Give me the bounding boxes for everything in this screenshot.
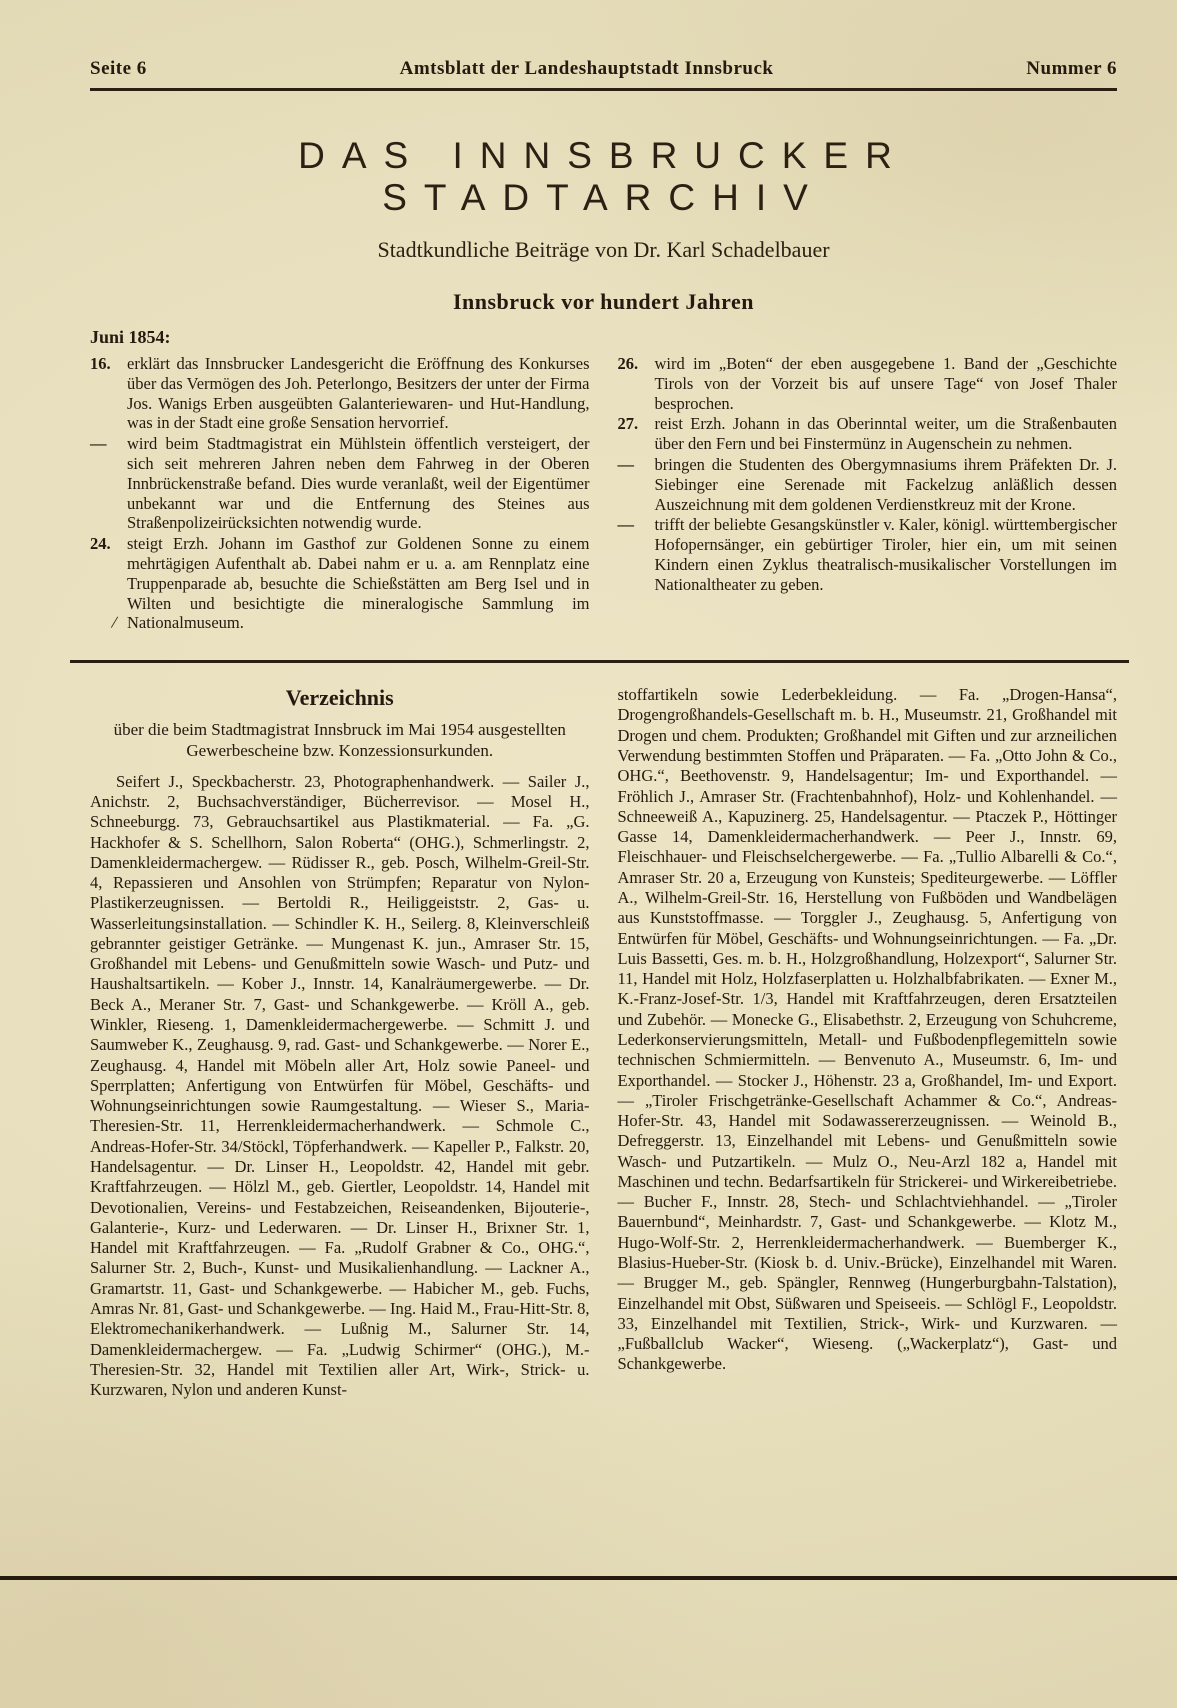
- chronicle-entry: [618, 354, 1118, 413]
- register-right-text: stoffartikeln sowie Lederbekleidung. — Fa. „Drogen-Hansa“, Drogengroßhandels-Gesellschaft m. b. H., Museumstr. 21, Großhandel mit Drogen und chem. Produkten; Großhandel mit Giften und zur arzneilichen Verwendung bestimmten Stoffen und Präparaten. — Fa. „Otto John & Co., OHG.“, Beethovenstr. 9, Handelsagentur; Im- und Exporthandel. — Fröhlich J., Amraser Str. (Frachtenbahnhof), Holz- und Kohlenhandel. — Schneeweiß A., Kapuzinerg. 25, Handelsagentur. — Ptaczek P., Höttinger Gasse 14, Damenkleidermacherhandwerk. — Peer J., Innstr. 69, Fleischhauer- und Fleischselchergewerbe. — Fa. „Tullio Albarelli & Co.“, Amraser Str. 20 a, Erzeugung von Kunsteis; Spediteurgewerbe. — Löffler A., Wilhelm-Greil-Str. 16, Herstellung von Fußböden und Wandbelägen aus Kunststoffmasse. — Torggler J., Zeughausg. 5, Anfertigung von Entwürfen für Möbel, Geschäfts- und Wohnungseinrichtungen. — Fa. „Dr. Luis Bassetti, Ges. m. b. H., Holzgroßhandlung, Holzexport“, Salurner Str. 11, Handel mit Holz, Holzfaserplatten u. Holzhalbfabrikaten. — Exner M., K.-Franz-Josef-Str. 1/3, Handel mit Kraftfahrzeugen, deren Ersatzteilen und Zubehör. — Monecke G., Elisabethstr. 2, Erzeugung von Schuhcreme, Lederkonservierungsmitteln, Metall- und Fußbodenpflegemitteln sowie technischen Schmiermitteln. — Benvenuto A., Museumstr. 6, Im- und Exporthandel. — Stocker J., Höhenstr. 23 a, Großhandel, Im- und Export. — „Tiroler Frischgetränke-Gesellschaft Achammer & Co.“, Andreas-Hofer-Str. 43, Handel mit Sodawassererzeugnissen. — Weinold B., Defreggerstr. 13, Einzelhandel mit Lebens- und Genußmitteln sowie Wasch- und Putzartikeln. — Mulz O., Neu-Arzl 182 a, Handel mit Maschinen und techn. Bedarfsartikeln für Strickerei- und Wirkereibetriebe. — Bucher F., Innstr. 28, Stech- und Schlachtviehhandel. — „Tiroler Bauernbund“, Meinhardstr. 7, Gast- und Schankgewerbe. — Klotz M., Hugo-Wolf-Str. 2, Herrenkleidermacherhandwerk. — Buemberger K., Blasius-Hueber-Str. (Kiosk b. d. Univ.-Brücke), Einzelhandel mit Waren. — Brugger M., geb. Spängler, Rennweg (Hungerburgbahn-Talstation), Einzelhandel mit Obst, Süßwaren und Speiseeis. — Schlögl F., Leopoldstr. 33, Einzelhandel mit Textilien, Strick-, Wirk- und Kurzwaren. — „Fußballclub Wacker“, Wieseng. („Wackerplatz“), Gast- und Schankgewerbe.: [617, 685, 1117, 1374]
- month-label: Juni 1854:: [90, 327, 171, 347]
- section-divider-rule: [70, 660, 1129, 663]
- register-intro: über die beim Stadtmagistrat Innsbruck im Mai 1954 ausgestellten Gewerbescheine bzw. Konzessionsurkunden.: [113, 720, 566, 761]
- entry-text: wird beim Stadtmagistrat ein Mühlstein öffentlich versteigert, der sich seit mehreren Jahren neben dem Fahrweg in der Oberen Innbrückenstraße befand. Dies wurde veranlaßt, weil der Eigentümer unbekannt war und die Entfernung des Steines aus Straßenpolizeirücksichten notwendig wurde.: [127, 434, 590, 533]
- chronicle-left-column: [90, 325, 590, 634]
- register-left-text: Seifert J., Speckbacherstr. 23, Photographenhandwerk. — Sailer J., Anichstr. 2, Buchsachverständiger, Bücherrevisor. — Mosel H., Schneeburgg. 73, Gebrauchsartikel aus Plastikmaterial. — Fa. „G. Hackhofer & S. Schellhorn, Salon Roberta“ (OHG.), Schmerlingstr. 2, Damenkleidermachergew. — Rüdisser R., geb. Posch, Wilhelm-Greil-Str. 4, Repassieren und Ansohlen von Strümpfen; Reparatur von Nylon-Plastikerzeugnissen. — Bertoldi R., Heiliggeiststr. 2, Gas- u. Wasserleitungsinstallation. — Schindler K. H., Seilerg. 8, Kleinverschleiß gebrannter geistiger Getränke. — Mungenast K. jun., Amraser Str. 15, Großhandel mit Lebens- und Genußmitteln sowie Wasch- und Putz- und Haushaltsartikeln. — Kober J., Innstr. 14, Kanalräumergewerbe. — Dr. Beck A., Meraner Str. 7, Gast- und Schankgewerbe. — Kröll A., geb. Winkler, Rieseng. 1, Damenkleidermachergewerbe. — Schmitt J. und Saumweber K., Zeughausg. 9, rad. Gast- und Schankgewerbe. — Norer E., Zeughausg. 4, Handel mit Möbeln aller Art, Holz sowie Paneel- und Sperrplatten; Anfertigung von Entwürfen für Möbel, Geschäfts- und Wohnungseinrichtungen sowie Raumgestaltung. — Wieser S., Maria-Theresien-Str. 11, Herrenkleidermacherhandwerk. — Schmole C., Andreas-Hofer-Str. 34/Stöckl, Töpferhandwerk. — Kapeller P., Falkstr. 20, Handelsagentur. — Dr. Linser H., Leopoldstr. 42, Handel mit gebr. Kraftfahrzeugen. — Hölzl M., geb. Giertler, Leopoldstr. 14, Handel mit Devotionalien, Vereins- und Festabzeichen, Reiseandenken, Bijouterie-, Galanterie-, Kurz- und Lederwaren. — Dr. Linser H., Brixner Str. 1, Handel mit Kraftfahrzeugen. — Fa. „Rudolf Grabner & Co., OHG.“, Salurner Str. 2, Buch-, Kunst- und Musikalienhandlung. — Lackner A., Gramartstr. 11, Gast- und Schankgewerbe. — Habicher M., geb. Fuchs, Amras Nr. 81, Gast- und Schankgewerbe. — Ing. Haid M., Frau-Hitt-Str. 8, Elektromechanikerhandwerk. — Lußnig M., Salurner Str. 14, Damenkleidermachergew. — Fa. „Ludwig Schirmer“ (OHG.), M.-Theresien-Str. 32, Handel mit Textilien aller Art, Wirk-, Strick- u. Kurzwaren, Nylon und anderen Kunst-: [90, 771, 590, 1400]
- entry-date-marker: —: [90, 434, 107, 454]
- entry-text: erklärt das Innsbrucker Landesgericht die Eröffnung des Konkurses über das Vermögen des Joh. Peterlongo, Besitzers der unter der Firma Jos. Wanigs Erben ausgeübten Galanteriewaren- und Hut-Handlung, was in der Stadt eine große Sensation hervorrief.: [127, 354, 590, 433]
- entry-text: steigt Erzh. Johann im Gasthof zur Goldenen Sonne zu einem mehrtägigen Aufenthalt ab. Dabei nahm er u. a. am Rennplatz eine Truppenparade ab, besuchte die Schießstätten am Berg Isel und in Wilten und besichtigte die mineralogische Sammlung im Nationalmuseum.: [127, 534, 590, 633]
- entry-date-marker: 24.: [90, 534, 111, 554]
- chronicle-entry: [90, 434, 590, 533]
- journal-title: Amtsblatt der Landeshauptstadt Innsbruck: [399, 58, 774, 79]
- chronicle-entry: [618, 455, 1118, 514]
- register-right-column: [618, 685, 1118, 1400]
- entry-date-marker: 26.: [617, 354, 639, 373]
- chronicle-entry: [618, 515, 1118, 594]
- chronicle-heading: Innsbruck vor hundert Jahren: [452, 289, 755, 314]
- chronicle-right-column: [618, 325, 1118, 634]
- issue-number-label: Nummer 6: [1026, 58, 1117, 79]
- register-left-column: [90, 685, 590, 1400]
- page-number-label: Seite 6: [90, 58, 147, 79]
- chronicle-entry: [90, 534, 590, 633]
- entry-date-marker: —: [617, 515, 634, 535]
- register-columns: [90, 685, 1117, 1400]
- chronicle-entry: [90, 354, 590, 433]
- entry-text: trifft der beliebte Gesangskünstler v. Kaler, königl. württembergischer Hofopernsänger, ein gebürtiger Tiroler, hier ein, um mit seinen Kindern einen Zyklus theatralisch-musikalischer Vorstellungen im Nationaltheater zu geben.: [654, 515, 1117, 594]
- header-rule: [90, 88, 1117, 91]
- bottom-rule: [0, 1576, 1177, 1580]
- entry-text: wird im „Boten“ der eben ausgegebene 1. Band der „Geschichte Tirols von der Vorzeit bis auf unsere Tage“ von Josef Thaler besprochen.: [654, 354, 1117, 413]
- entry-text: bringen die Studenten des Obergymnasiums ihrem Präfekten Dr. J. Siebinger eine Serenade mit Fackelzug anläßlich dessen Auszeichnung mit dem goldenen Verdienstkreuz mit der Krone.: [654, 454, 1117, 514]
- register-heading: Verzeichnis: [285, 685, 394, 711]
- entry-date-marker: 27.: [617, 414, 639, 434]
- article-title: DAS INNSBRUCKER STADTARCHIV: [298, 135, 909, 218]
- entry-date-marker: 16.: [90, 354, 111, 373]
- stray-ink-mark: /: [110, 611, 120, 633]
- article-subtitle: Stadtkundliche Beiträge von Dr. Karl Schadelbauer: [377, 237, 830, 262]
- chronicle-columns: [90, 325, 1117, 634]
- entry-text: reist Erzh. Johann in das Oberinntal weiter, um die Straßenbauten über den Fern und bei Finstermünz in Augenschein zu nehmen.: [654, 414, 1117, 454]
- entry-date-marker: —: [617, 454, 634, 474]
- chronicle-entry: [618, 414, 1118, 454]
- running-header: [90, 58, 1117, 80]
